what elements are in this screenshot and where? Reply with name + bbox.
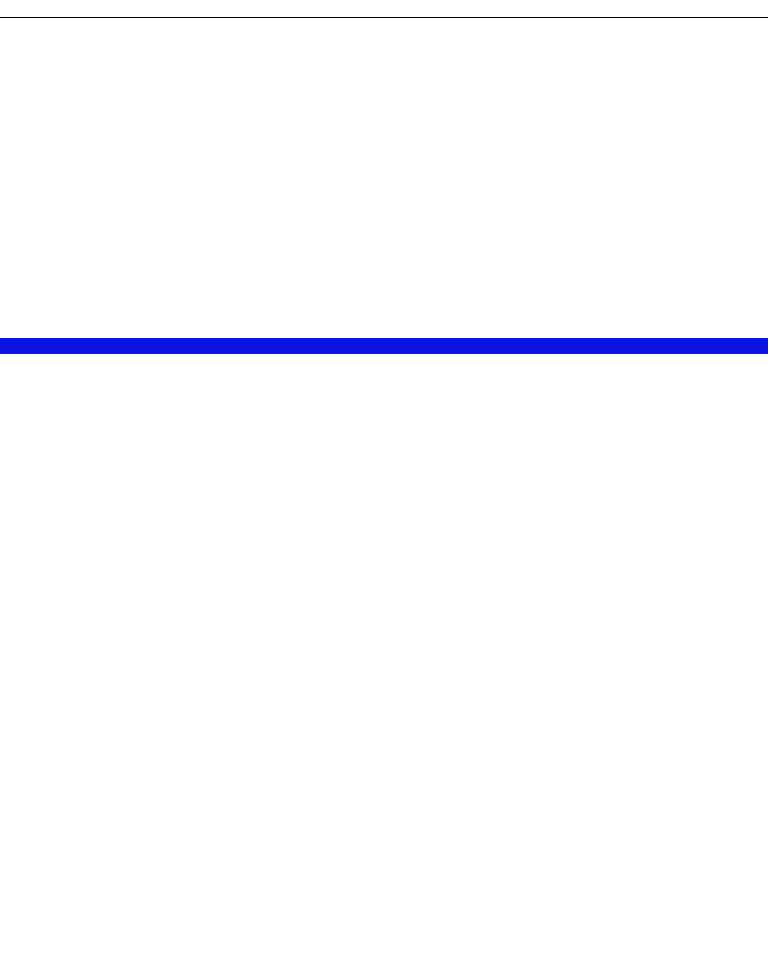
team-rosters-banner	[0, 338, 768, 354]
header-rule	[0, 17, 768, 18]
